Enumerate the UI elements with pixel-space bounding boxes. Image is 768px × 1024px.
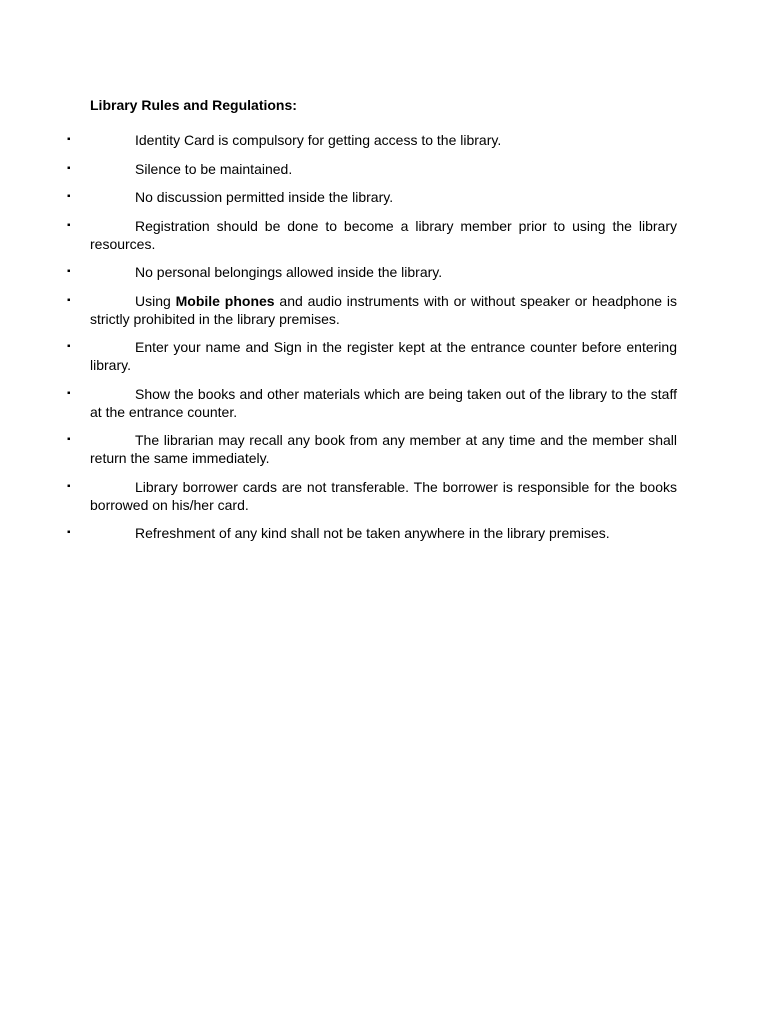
- list-item: [0, 431, 677, 467]
- list-item: [0, 160, 677, 178]
- rule-text: Silence to be maintained.: [135, 160, 293, 177]
- list-item: [0, 338, 677, 374]
- rule-text: [90, 292, 677, 328]
- list-item: [0, 385, 677, 421]
- rule-text: No personal belongings allowed inside the library.: [135, 264, 443, 280]
- bullet-icon: ▪: [67, 434, 71, 445]
- bullet-icon: ▪: [67, 387, 71, 399]
- list-item: [0, 478, 677, 514]
- list-item: [0, 188, 677, 206]
- bullet-icon: ▪: [67, 294, 71, 306]
- list-item: [0, 217, 677, 253]
- rules-list: [0, 131, 768, 553]
- rule-text: Library borrower cards are not transferable. The borrower is responsible for the books borrowed on his/her card.: [90, 478, 677, 513]
- bullet-icon: ▪: [67, 134, 71, 145]
- bullet-icon: ▪: [67, 266, 71, 277]
- bullet-icon: ▪: [67, 191, 71, 202]
- rule-text: Identity Card is compulsory for getting access to the library.: [135, 132, 502, 148]
- bullet-icon: ▪: [67, 341, 71, 352]
- bullet-icon: ▪: [67, 527, 71, 538]
- list-item: [0, 524, 677, 542]
- rule-text: The librarian may recall any book from any member at any time and the member shall return the same immediately.: [90, 432, 677, 466]
- rule-text-post: and audio instruments with or without speaker or headphone is strictly prohibited in the library premises.: [90, 292, 678, 327]
- rule-text: No discussion permitted inside the library.: [135, 189, 394, 205]
- rule-text-pre: Using: [135, 292, 176, 309]
- bullet-icon: ▪: [67, 219, 71, 231]
- page-title: Library Rules and Regulations:: [90, 97, 297, 113]
- rule-text: Refreshment of any kind shall not be taken anywhere in the library premises.: [135, 525, 610, 541]
- list-item: [0, 263, 677, 281]
- rule-text: Registration should be done to become a library member prior to using the library resources.: [90, 217, 677, 252]
- list-item: [0, 131, 677, 149]
- rule-text: Enter your name and Sign in the register kept at the entrance counter before entering library.: [90, 339, 677, 373]
- rule-text: Show the books and other materials which are being taken out of the library to the staff at the entrance counter.: [90, 385, 677, 420]
- bullet-icon: ▪: [67, 162, 71, 174]
- rule-text-bold: Mobile phones: [175, 292, 275, 309]
- list-item: [0, 292, 677, 328]
- bullet-icon: ▪: [67, 480, 71, 492]
